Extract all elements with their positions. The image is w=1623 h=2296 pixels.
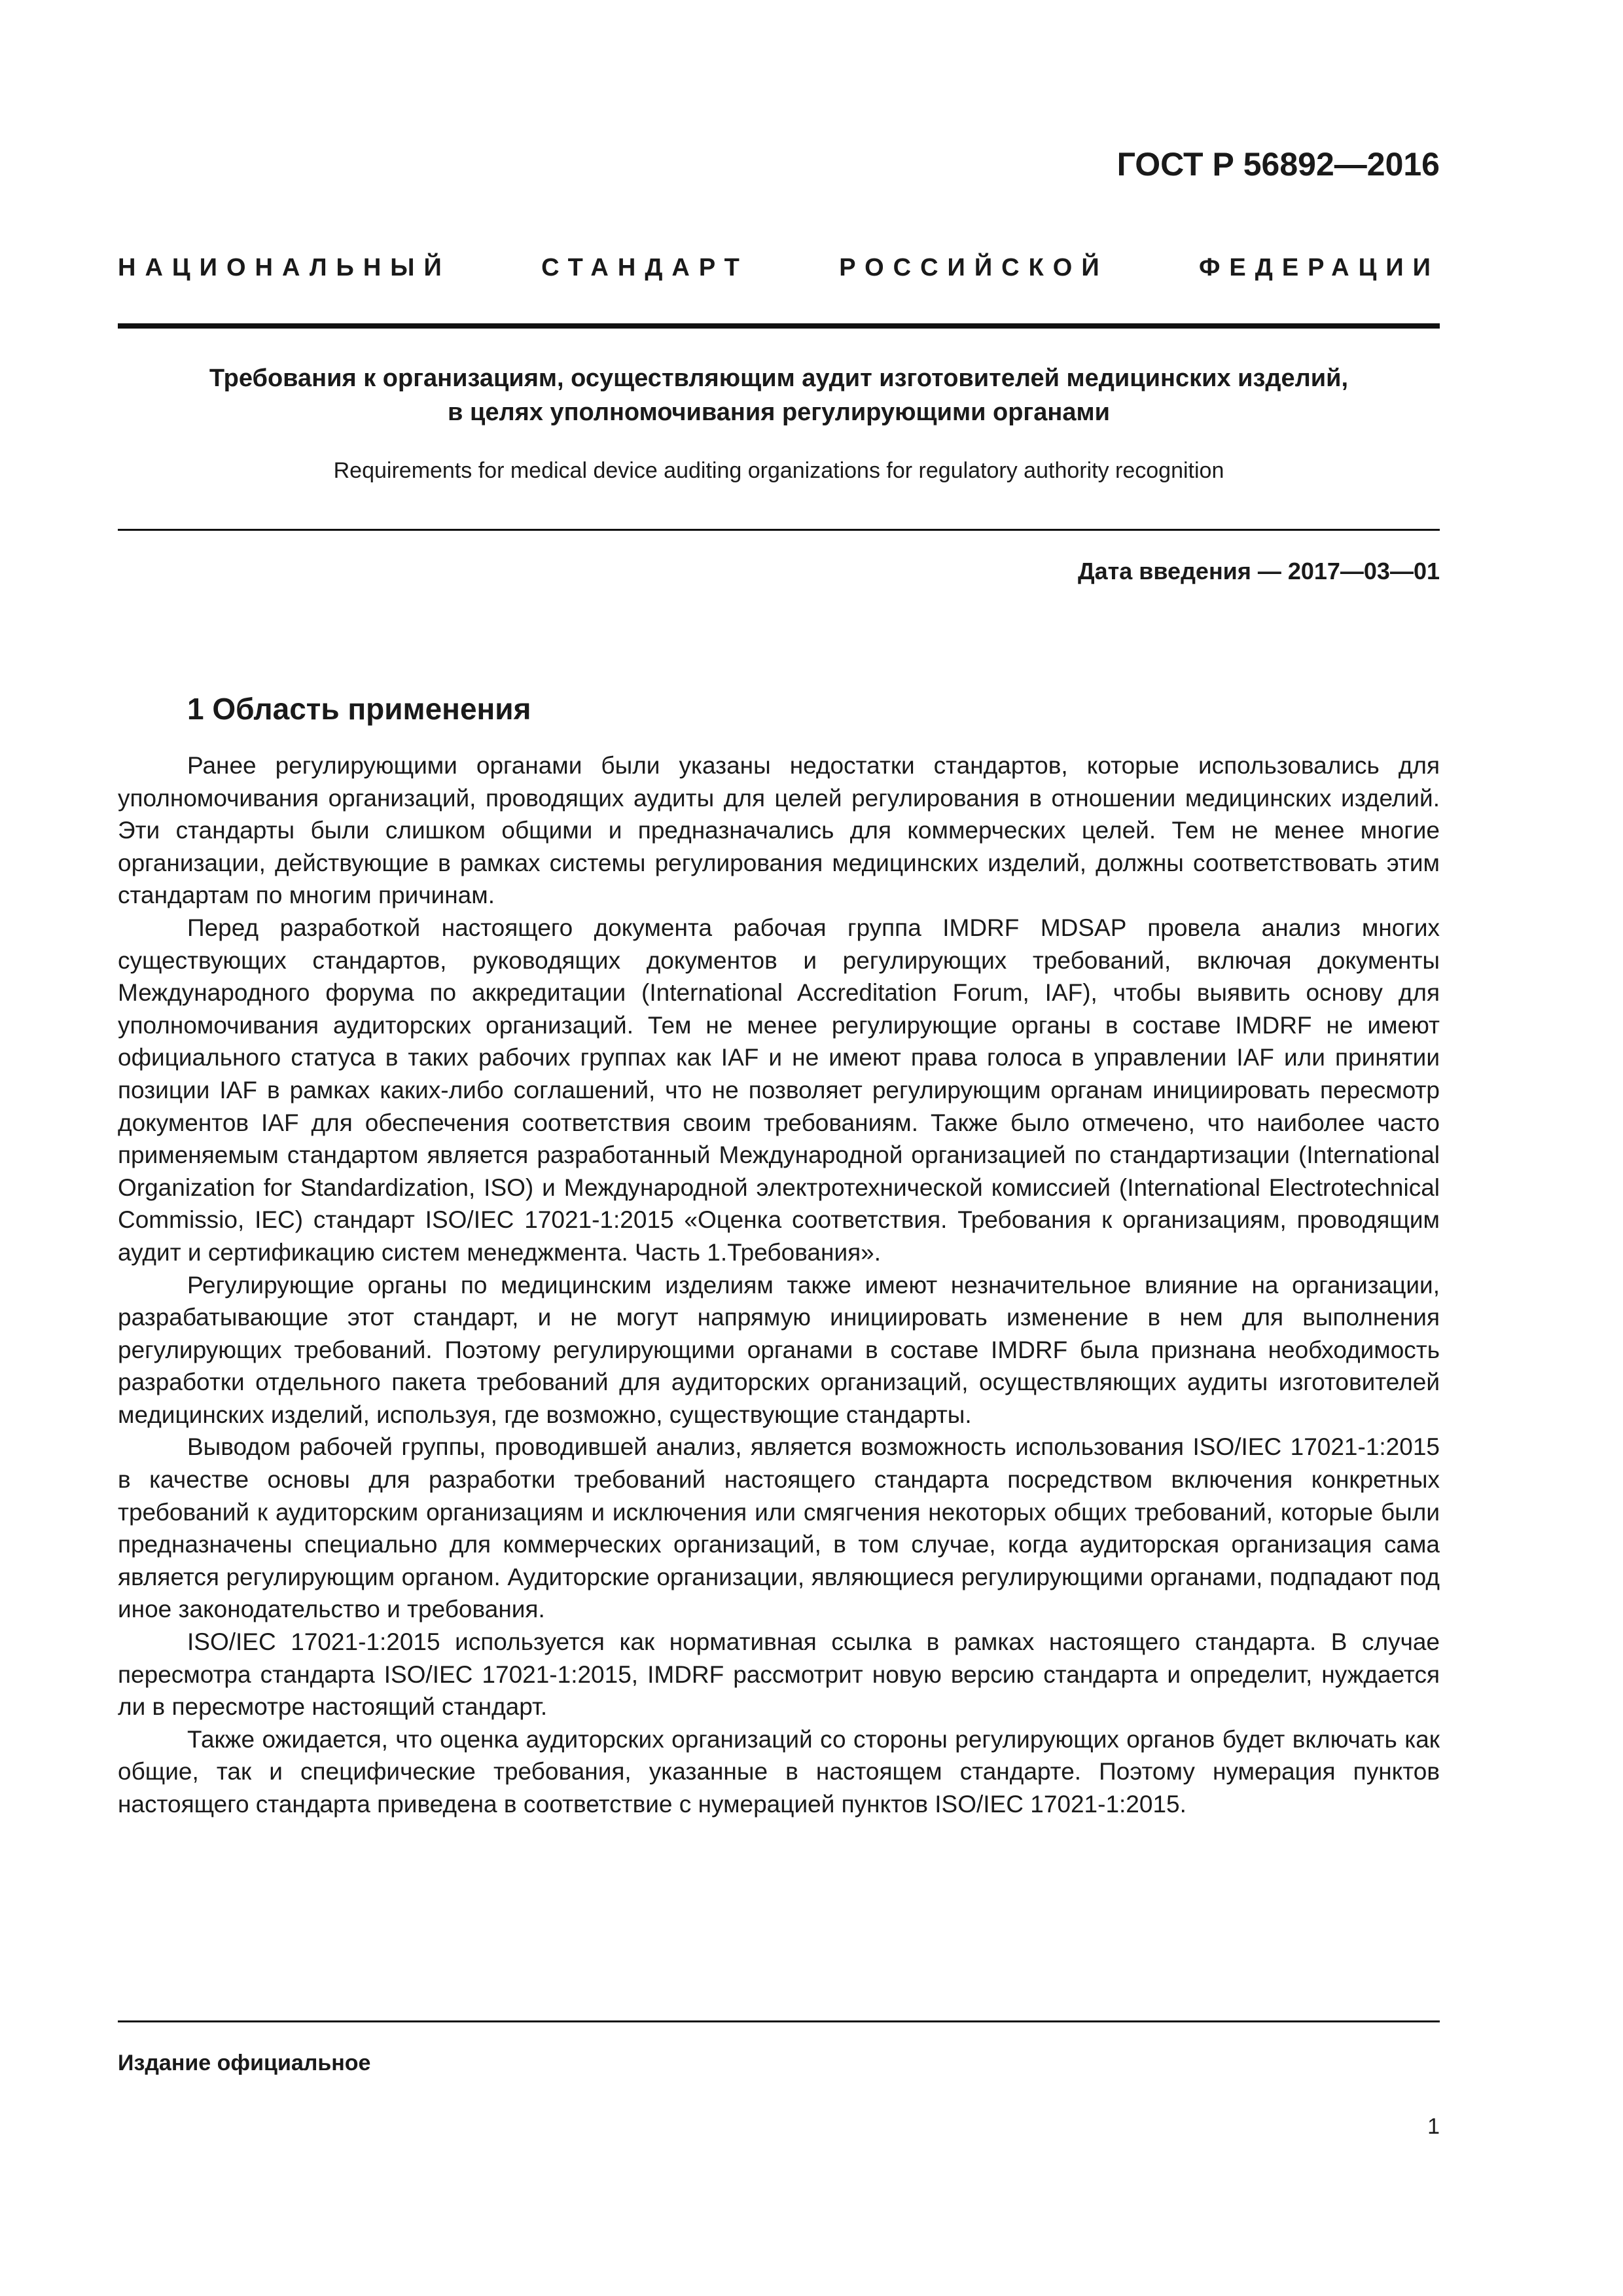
page-number: 1 <box>1427 2114 1440 2139</box>
title-russian-line-1: Требования к организациям, осуществляющим аудит изготовителей медицинских изделий, <box>209 365 1349 392</box>
title-divider <box>118 529 1440 531</box>
paragraph: Также ожидается, что оценка аудиторских организаций со стороны регулирующих органов будет включать как общие, так и специфические требования, указанные в настоящем стандарте. Поэтому нумерация пунктов настоящего стандарта приведена в соответствие с нумерацией пунктов ISO/IEC 17021-1:2015. <box>118 1725 1440 1818</box>
title-russian-line-2: в целях уполномочивания регулирующими органами <box>448 399 1110 426</box>
paragraph: Перед разработкой настоящего документа рабочая группа IMDRF MDSAP провела анализ многих существующих стандартов, руководящих документов и регулирующих требований, включая документы Международного форума по аккредитации (International Accreditation Forum, IAF), чтобы выявить основу для уполномочивания аудиторских организаций. Тем не менее регулирующие органы в составе IMDRF не имеют официального статуса в таких рабочих группах как IAF и не имеют права голоса в управлении IAF или принятии позиции IAF в рамках каких-либо соглашений, что не позволяет регулирующим органам инициировать пересмотр документов IAF для обеспечения соответствия своим требованиям. Также было отмечено, что наиболее часто применяемым стандартом является разработанный Международной организацией по стандартизации (International Organization for Standardization, ISO) и Международной электротехнической комиссией (International Electrotechnical Commissio, IEC) стандарт ISO/IEC 17021-1:2015 «Оценка соответствия. Требования к организациям, проводящим аудит и сертификацию систем менеджмента. Часть 1.Требования». <box>118 914 1440 1266</box>
title-russian <box>118 361 1440 429</box>
paragraph: Регулирующие органы по медицинским изделиям также имеют незначительное влияние на организации, разрабатывающие этот стандарт, и не могут напрямую инициировать изменение в нем для выполнения регулирующих требований. Поэтому регулирующими органами в составе IMDRF была признана необходимость разработки отдельного пакета требований для аудиторских организаций, осуществляющих аудиты изготовителей медицинских изделий, используя, где возможно, существующие стандарты. <box>118 1271 1440 1428</box>
paragraph: Ранее регулирующими органами были указаны недостатки стандартов, которые использовались для уполномочивания организаций, проводящих аудиты для целей регулирования в отношении медицинских изделий. Эти стандарты были слишком общими и предназначались для коммерческих целей. Тем не менее многие организации, действующие в рамках системы регулирования медицинских изделий, должны соответствовать этим стандартам по многим причинам. <box>118 752 1440 909</box>
paragraph: Выводом рабочей группы, проводившей анализ, является возможность использования ISO/IEC 17021-1:2015 в качестве основы для разработки требований настоящего стандарта посредством включения конкретных требований к аудиторским организациям и исключения или смягчения некоторых общих требований, которые были предназначены специально для коммерческих организаций, в том случае, когда аудиторская организация сама является регулирующим органом. Аудиторские организации, являющиеся регулирующими органами, подпадают под иное законодательство и требования. <box>118 1433 1440 1623</box>
title-english: Requirements for medical device auditing organizations for regulatory authority recognition <box>333 458 1224 483</box>
national-standard-banner: НАЦИОНАЛЬНЫЙ СТАНДАРТ РОССИЙСКОЙ ФЕДЕРАЦИИ <box>118 254 1440 281</box>
paragraph: ISO/IEC 17021-1:2015 используется как нормативная ссылка в рамках настоящего стандарта. В случае пересмотра стандарта ISO/IEC 17021-1:2015, IMDRF рассмотрит новую версию стандарта и определит, нуждается ли в пересмотре настоящий стандарт. <box>118 1628 1440 1721</box>
introduction-date: Дата введения — 2017—03—01 <box>1077 558 1440 584</box>
document-code: ГОСТ Р 56892—2016 <box>1116 146 1440 183</box>
section-body <box>118 749 1440 1821</box>
official-edition-label: Издание официальное <box>118 2051 371 2075</box>
header-divider <box>118 323 1440 329</box>
footer-divider <box>118 2020 1440 2022</box>
section-heading: 1 Область применения <box>187 692 531 726</box>
